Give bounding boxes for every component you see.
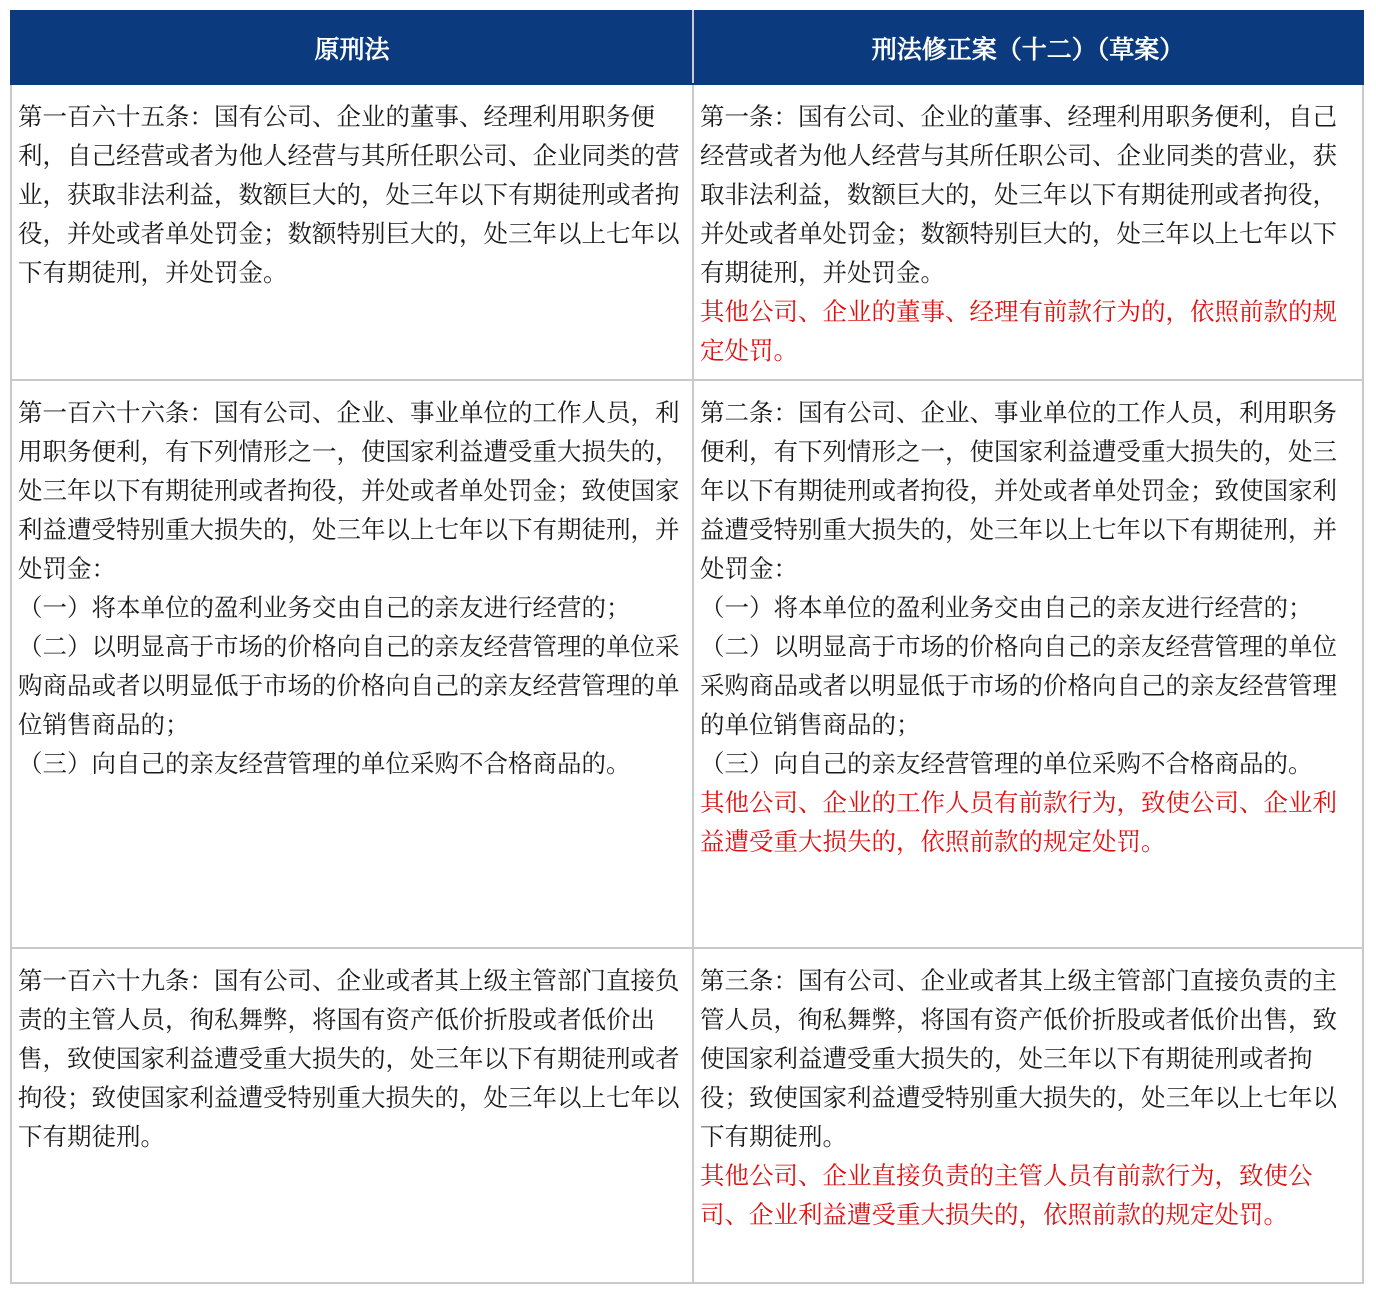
list-item: （二）以明显高于市场的价格向自己的亲友经营管理的单位采购商品或者以明显低于市场的价格向自己的亲友经营管理的单位销售商品的； [18,632,680,739]
table-row [11,380,1363,948]
header-amendment-draft: 刑法修正案（十二）（草案） [693,11,1363,84]
table-header-row [11,11,1363,84]
original-text: 第一百六十九条：国有公司、企业或者其上级主管部门直接负责的主管人员，徇私舞弊，将国有资产低价折股或者低价出售，致使国家利益遭受重大损失的，处三年以下有期徒刑或者拘役；致使国家利益遭受特别重大损失的，处三年以上七年以下有期徒刑。 [18,966,680,1151]
list-item: （二）以明显高于市场的价格向自己的亲友经营管理的单位采购商品或者以明显低于市场的价格向自己的亲友经营管理的单位销售商品的； [700,632,1337,739]
amended-article-1 [693,84,1363,380]
comparison-table [10,10,1364,1284]
original-article-169 [11,948,693,1283]
list-item: （一）将本单位的盈利业务交由自己的亲友进行经营的； [18,593,631,622]
original-text: 第一百六十五条：国有公司、企业的董事、经理利用职务便利，自己经营或者为他人经营与其所任职公司、企业同类的营业，获取非法利益，数额巨大的，处三年以下有期徒刑或者拘役，并处或者单处罚金；数额特别巨大的，处三年以上七年以下有期徒刑，并处罚金。 [18,102,680,287]
original-article-165 [11,84,693,380]
amended-text: 第三条：国有公司、企业或者其上级主管部门直接负责的主管人员，徇私舞弊，将国有资产低价折股或者低价出售，致使国家利益遭受重大损失的，处三年以下有期徒刑或者拘役；致使国家利益遭受特别重大损失的，处三年以上七年以下有期徒刑。 [700,966,1337,1151]
table-row [11,84,1363,380]
amended-text: 第一条：国有公司、企业的董事、经理利用职务便利，自己经营或者为他人经营与其所任职公司、企业同类的营业，获取非法利益，数额巨大的，处三年以下有期徒刑或者拘役，并处或者单处罚金；数额特别巨大的，处三年以上七年以下有期徒刑，并处罚金。 [700,102,1337,287]
list-item: （三）向自己的亲友经营管理的单位采购不合格商品的。 [700,749,1313,778]
added-clause: 其他公司、企业的董事、经理有前款行为的，依照前款的规定处罚。 [700,297,1337,365]
header-original-law: 原刑法 [11,11,693,84]
table-row [11,948,1363,1283]
amended-text: 第二条：国有公司、企业、事业单位的工作人员，利用职务便利，有下列情形之一，使国家利益遭受重大损失的，处三年以下有期徒刑或者拘役，并处或者单处罚金；致使国家利益遭受特别重大损失的，处三年以上七年以下有期徒刑，并处罚金： [700,398,1337,583]
original-text: 第一百六十六条：国有公司、企业、事业单位的工作人员，利用职务便利，有下列情形之一，使国家利益遭受重大损失的，处三年以下有期徒刑或者拘役，并处或者单处罚金；致使国家利益遭受特别重大损失的，处三年以上七年以下有期徒刑，并处罚金： [18,398,680,583]
original-article-166 [11,380,693,948]
list-item: （一）将本单位的盈利业务交由自己的亲友进行经营的； [700,593,1313,622]
list-item: （三）向自己的亲友经营管理的单位采购不合格商品的。 [18,749,631,778]
added-clause: 其他公司、企业直接负责的主管人员有前款行为，致使公司、企业利益遭受重大损失的，依照前款的规定处罚。 [700,1161,1313,1229]
added-clause: 其他公司、企业的工作人员有前款行为，致使公司、企业利益遭受重大损失的，依照前款的规定处罚。 [700,788,1337,856]
amended-article-2 [693,380,1363,948]
amended-article-3 [693,948,1363,1283]
